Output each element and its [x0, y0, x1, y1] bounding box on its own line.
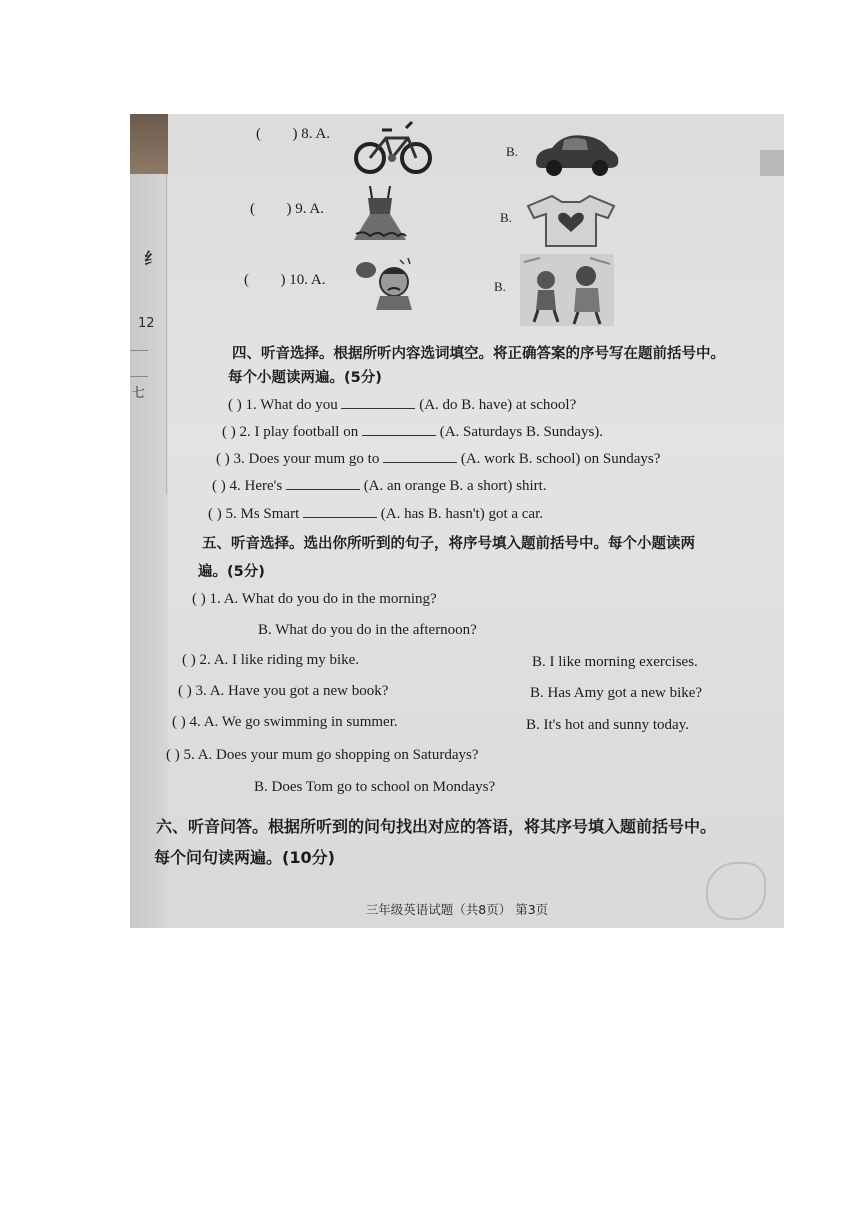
question-options: (A. do B. have) at school?	[419, 397, 577, 413]
answer-blank[interactable]	[303, 503, 377, 518]
sad-child-ball-icon	[354, 256, 424, 312]
section-4-question-2	[222, 421, 603, 441]
car-icon	[530, 128, 622, 178]
question-number: ( ) 4. Here's	[212, 478, 283, 494]
question-number: ( ) 5. Ms Smart	[208, 506, 300, 522]
question-number: ( ) 5.	[166, 747, 195, 763]
answer-blank[interactable]	[383, 448, 457, 463]
option-b-label: B.	[500, 210, 512, 225]
right-edge-mark	[760, 150, 784, 176]
section-4-heading-line1: 四、听音选择。根据所听内容选词填空。将正确答案的序号写在题前括号中。	[232, 346, 725, 362]
picture-item-10	[244, 272, 326, 289]
margin-number: 12	[138, 316, 155, 331]
question-options: (A. Saturdays B. Sundays).	[439, 424, 604, 440]
section-5-question-1	[192, 591, 437, 608]
answer-blank[interactable]	[286, 475, 360, 490]
section-6-heading-line1: 六、听音问答。根据所听到的问句找出对应的答语，将其序号填入题前括号中。	[156, 817, 717, 836]
section-6-heading-line2: 每个问句读两遍。(10分)	[154, 848, 335, 867]
page-footer: 三年级英语试题（共8页） 第3页	[365, 902, 549, 917]
answer-blank[interactable]	[362, 421, 436, 436]
section-4-question-3	[216, 448, 660, 468]
answer-blank[interactable]	[341, 394, 415, 409]
option-a: A. We go swimming in summer.	[203, 714, 398, 730]
question-options: (A. has B. hasn't) got a car.	[380, 506, 543, 522]
margin-dash	[130, 376, 148, 377]
background-shadow	[130, 114, 168, 174]
exam-page-photo	[130, 114, 784, 928]
question-number: ( ) 2. I play football on	[222, 424, 359, 440]
section-5-question-3-b: B. Has Amy got a new bike?	[530, 685, 703, 701]
option-b-label: B.	[506, 144, 518, 159]
picture-item-8	[256, 126, 330, 143]
question-number: ( ) 2.	[182, 652, 211, 668]
question-options: (A. work B. school) on Sundays?	[460, 451, 661, 467]
bicycle-icon	[352, 118, 436, 176]
option-a: A. What do you do in the morning?	[223, 591, 437, 607]
section-5-question-1-b: B. What do you do in the afternoon?	[258, 622, 477, 638]
question-number: ( ) 3.	[178, 683, 207, 699]
question-options: (A. an orange B. a short) shirt.	[363, 478, 547, 494]
section-5-question-5	[166, 747, 479, 764]
section-5-question-5-b: B. Does Tom go to school on Mondays?	[254, 779, 496, 795]
item-label: ) 10. A.	[280, 272, 326, 288]
margin-char: 纟	[144, 249, 161, 268]
section-5-question-3	[178, 683, 388, 700]
option-b-label: B.	[494, 279, 506, 294]
section-4-question-4	[212, 475, 547, 495]
children-playing-icon	[520, 254, 614, 326]
dress-icon	[350, 184, 410, 244]
section-5-heading-line2: 遍。(5分)	[198, 564, 265, 580]
section-5-question-4-b: B. It's hot and sunny today.	[526, 717, 689, 733]
section-4-question-1	[228, 394, 576, 414]
item-label: ) 9. A.	[286, 201, 324, 217]
page-edge	[140, 174, 167, 494]
option-a: A. Have you got a new book?	[209, 683, 389, 699]
picture-item-9	[250, 201, 324, 218]
section-5-heading-line1: 五、听音选择。选出你所听到的句子，将序号填入题前括号中。每个小题读两	[202, 536, 695, 552]
question-number: ( ) 3. Does your mum go to	[216, 451, 380, 467]
section-5-question-2	[182, 652, 359, 669]
section-5-question-4	[172, 714, 398, 731]
answer-paren[interactable]: (	[250, 201, 255, 217]
section-5-question-2-b: B. I like morning exercises.	[532, 654, 698, 670]
question-number: ( ) 1. What do you	[228, 397, 338, 413]
heart-tshirt-icon	[526, 194, 616, 248]
margin-dash	[130, 350, 148, 351]
answer-paren[interactable]: (	[256, 126, 261, 142]
margin-char: 七	[132, 386, 146, 401]
answer-paren[interactable]: (	[244, 272, 249, 288]
option-a: A. I like riding my bike.	[213, 652, 360, 668]
section-4-heading-line2: 每个小题读两遍。(5分)	[228, 370, 382, 386]
question-number: ( ) 1.	[192, 591, 221, 607]
question-number: ( ) 4.	[172, 714, 201, 730]
section-4-question-5	[208, 503, 543, 523]
item-label: ) 8. A.	[292, 126, 330, 142]
option-a: A. Does your mum go shopping on Saturdays?	[197, 747, 479, 763]
